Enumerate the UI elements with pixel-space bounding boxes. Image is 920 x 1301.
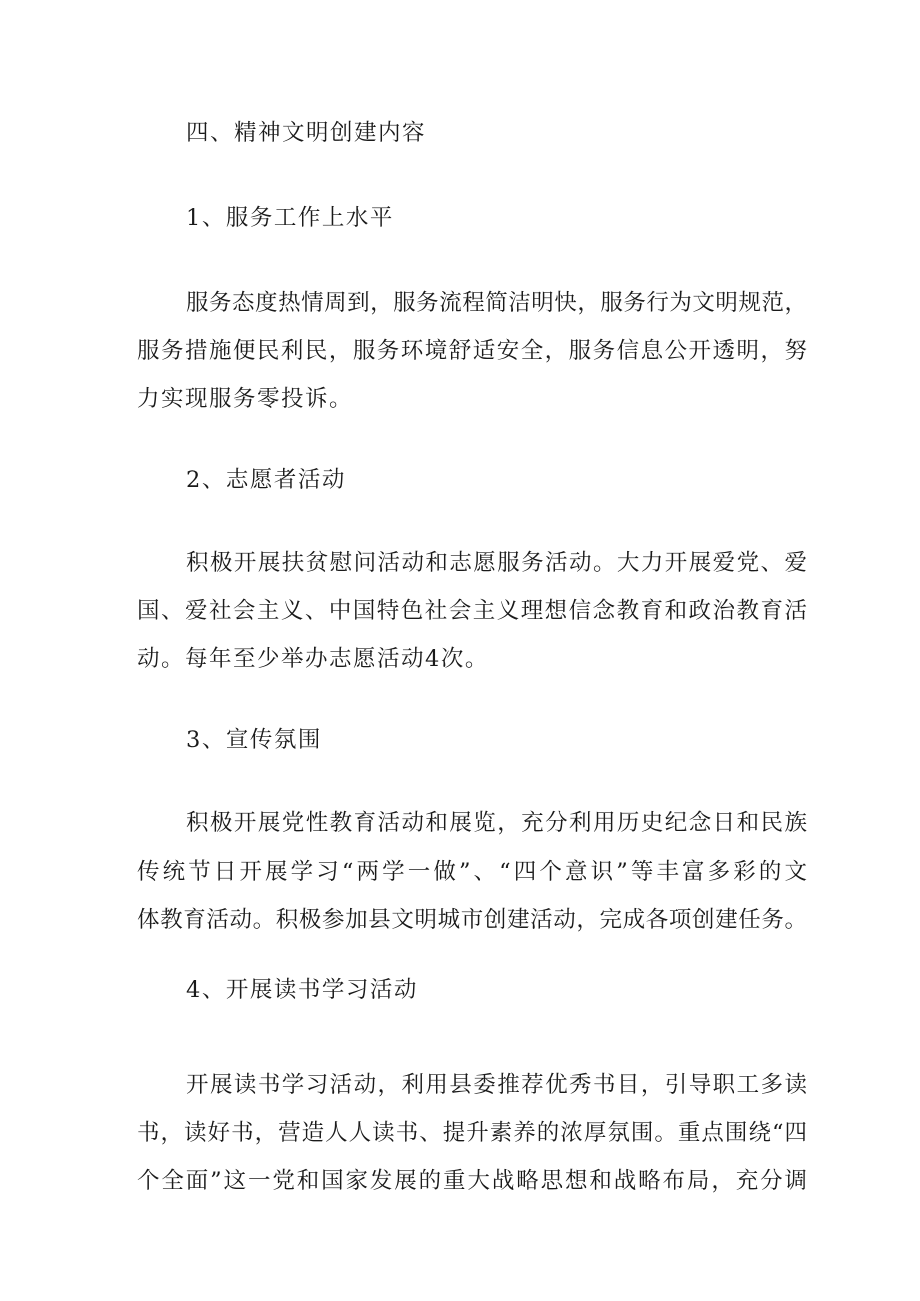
item-heading-3: 3、宣传氛围 [186,727,322,753]
item-4-line-2: 书，读好书，营造人人读书、提升素养的浓厚氛围。重点围绕“四 [137,1120,807,1146]
section-title: 四、精神文明创建内容 [186,120,427,146]
item-3-line-3: 体教育活动。积极参加县文明城市创建活动，完成各项创建任务。 [137,907,807,933]
item-3-line-1: 积极开展党性教育活动和展览，充分利用历史纪念日和民族 [186,810,807,836]
item-1-line-2: 服务措施便民利民，服务环境舒适安全，服务信息公开透明，努 [137,338,807,364]
item-heading-2: 2、志愿者活动 [186,467,346,493]
item-1-line-3: 力实现服务零投诉。 [137,386,354,412]
item-3-line-2: 传统节日开展学习“两学一做”、“四个意识”等丰富多彩的文 [137,859,807,885]
item-heading-4: 4、开展读书学习活动 [186,977,418,1003]
item-4-line-3: 个全面”这一党和国家发展的重大战略思想和战略布局，充分调 [137,1168,807,1194]
item-1-line-1: 服务态度热情周到，服务流程简洁明快，服务行为文明规范， [186,290,807,316]
item-heading-1: 1、服务工作上水平 [186,205,394,231]
item-2-line-1: 积极开展扶贫慰问活动和志愿服务活动。大力开展爱党、爱 [186,550,807,576]
item-4-line-1: 开展读书学习活动，利用县委推荐优秀书目，引导职工多读 [186,1072,807,1098]
item-2-line-2: 国、爱社会主义、中国特色社会主义理想信念教育和政治教育活 [137,598,807,624]
item-2-line-3: 动。每年至少举办志愿活动4次。 [137,646,489,672]
